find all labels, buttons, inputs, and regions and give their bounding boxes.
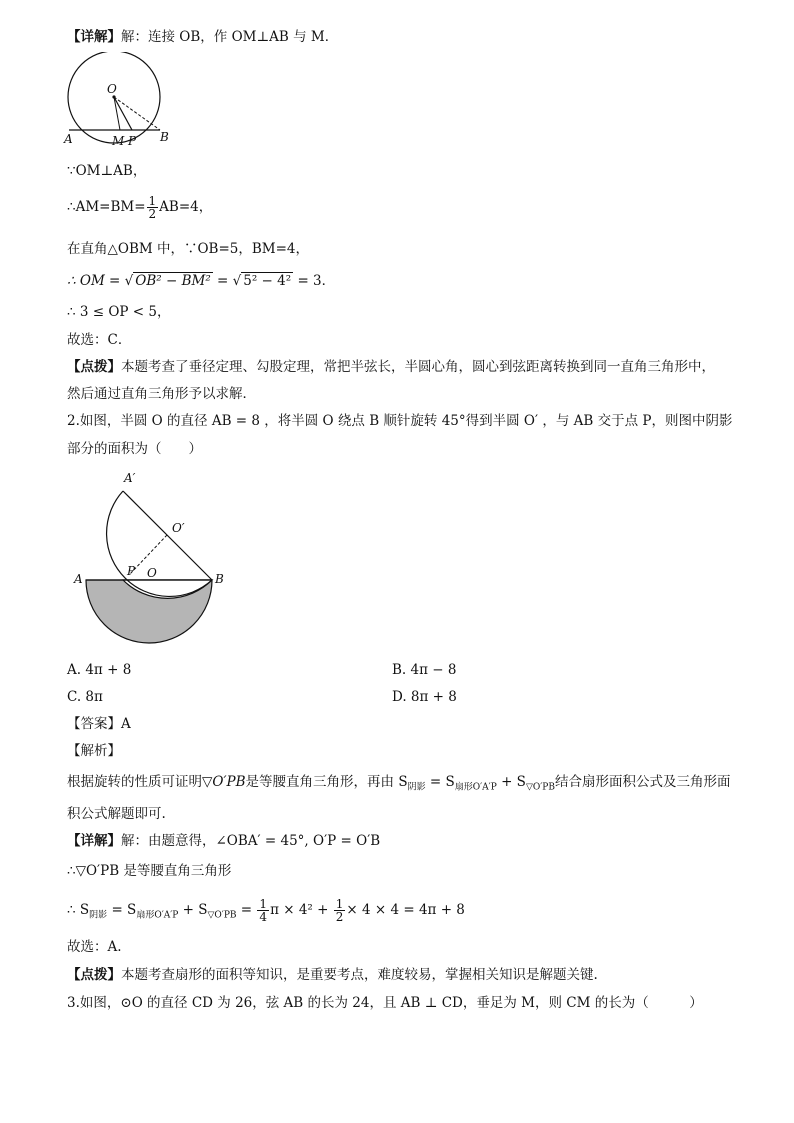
detail2-formula: ∴ $S_{阴影} = S_{扇形O'A'P} + S_{▽O'PB}$ = $\frac{1}{4}$ π × 4² + $\frac{1}{2}$ × 4 × 4 = 4π + 8 bbox=[67, 897, 465, 924]
label-o-prime: O′ bbox=[172, 521, 185, 535]
label-b2: B bbox=[215, 572, 224, 586]
choice2: 故选：A. bbox=[67, 939, 122, 955]
detail2-line: 【详解】解：由题意得，∠OBA′ = 45°, O′P = O′B bbox=[67, 833, 381, 849]
step1: ∵OM⊥AB， bbox=[67, 163, 147, 179]
analysis-line2: 积公式解题即可. bbox=[67, 806, 166, 822]
label-a2: A bbox=[74, 572, 83, 586]
step5: ∴ 3 ≤ OP < 5， bbox=[67, 304, 171, 320]
fraction-half-2: $\frac{1}{2}$ bbox=[335, 897, 344, 924]
label-p: P bbox=[128, 134, 137, 148]
option-d[interactable]: D. 8π + 8 bbox=[392, 689, 457, 705]
fraction-half: $\frac{1}{2}$ bbox=[148, 194, 157, 221]
label-a-prime: A′ bbox=[124, 471, 136, 485]
label-o: O bbox=[107, 82, 117, 96]
question2-line1: 2.如图，半圆 O 的直径 AB = 8 ，将半圆 O 绕点 B 顺针旋转 45°得到半圆 O′ ，与 AB 交于点 P，则图中阴影 bbox=[67, 413, 733, 429]
label-a: A bbox=[64, 132, 73, 146]
figure-rotated-semicircle bbox=[70, 466, 230, 652]
detail2-therefore: ∴▽O′PB 是等腰直角三角形 bbox=[67, 863, 232, 879]
detail-head: 【详解】 bbox=[67, 29, 121, 45]
label-p2: P bbox=[127, 564, 136, 578]
tip2-line: 【点拨】本题考查扇形的面积等知识，是重要考点，难度较易，掌握相关知识是解题关键. bbox=[67, 967, 598, 983]
figure-circle-chord bbox=[62, 52, 182, 160]
answer: 【答案】A bbox=[67, 716, 131, 732]
segment-ob-dashed bbox=[114, 97, 160, 130]
option-c[interactable]: C. 8π bbox=[67, 689, 103, 705]
step3: 在直角△OBM 中，∵OB=5，BM=4， bbox=[67, 241, 310, 257]
question2-line2: 部分的面积为（ ） bbox=[67, 441, 202, 457]
detail-text: 解：连接 OB，作 OM⊥AB 与 M． bbox=[121, 29, 339, 45]
tip1-line1: 【点拨】本题考查了垂径定理、勾股定理，常把半弦长，半圆心角，圆心到弦距离转换到同一直角三角形中， bbox=[67, 359, 715, 375]
analysis-head: 【解析】 bbox=[67, 743, 121, 759]
label-m: M bbox=[112, 134, 125, 148]
option-b[interactable]: B. 4π − 8 bbox=[392, 662, 457, 678]
label-o2: O bbox=[147, 566, 157, 580]
analysis-line1: 根据旋转的性质可证明▽O′PB是等腰直角三角形，再由 $S_{阴影} = S_{扇形O'A'P} + S_{▽O'PB}$结合扇形面积公式及三角形面 bbox=[67, 774, 731, 793]
diameter-a-prime-b bbox=[123, 491, 212, 580]
label-b: B bbox=[160, 130, 169, 144]
fraction-quarter: $\frac{1}{4}$ bbox=[259, 897, 268, 924]
detail-line bbox=[67, 28, 338, 46]
step4: ∴ OM = √ OB² − BM² = √ 5² − 4² = 3． bbox=[67, 273, 336, 289]
choice1: 故选：C． bbox=[67, 332, 132, 348]
step2: ∴AM=BM= $\frac{1}{2}$ AB=4， bbox=[67, 194, 213, 221]
tip1-line2: 然后通过直角三角形予以求解． bbox=[67, 386, 256, 402]
option-a[interactable]: A. 4π + 8 bbox=[67, 662, 132, 678]
question3: 3.如图，⊙O 的直径 CD 为 26，弦 AB 的长为 24，且 AB ⊥ CD，垂足为 M，则 CM 的长为（ ） bbox=[67, 995, 703, 1011]
